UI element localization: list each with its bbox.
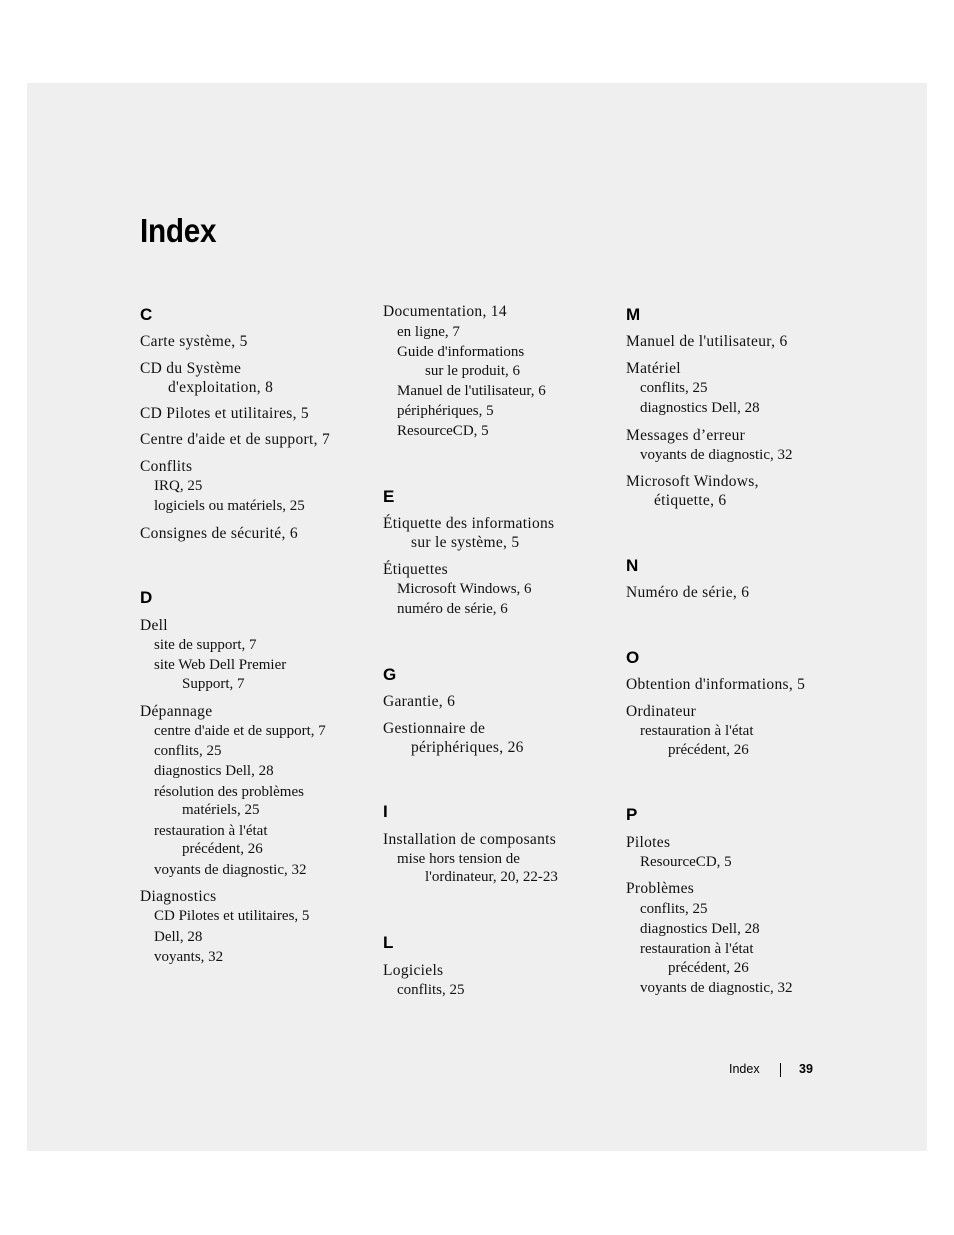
footer-separator (780, 1063, 781, 1077)
index-entry: Diagnostics (140, 888, 217, 905)
index-subentry: mise hors tension de (397, 851, 520, 867)
index-entry: Logiciels (383, 962, 444, 979)
section-letter-e: E (383, 487, 395, 506)
index-entry: Matériel (626, 360, 681, 377)
index-entry: Centre d'aide et de support, 7 (140, 431, 330, 448)
index-subentry: restauration à l'état (640, 723, 754, 739)
index-entry: Carte système, 5 (140, 333, 248, 350)
index-subentry: diagnostics Dell, 28 (154, 763, 274, 779)
index-subentry: voyants, 32 (154, 949, 224, 965)
index-subentry: conflits, 25 (640, 380, 708, 396)
index-subentry: ResourceCD, 5 (397, 423, 489, 439)
section-letter-i: I (383, 802, 388, 821)
section-letter-g: G (383, 665, 397, 684)
index-entry-continuation: sur le système, 5 (411, 534, 520, 551)
index-entry: Dépannage (140, 703, 213, 720)
section-letter-d: D (140, 588, 153, 607)
index-entry-continuation: d'exploitation, 8 (168, 379, 274, 396)
section-letter-n: N (626, 556, 639, 575)
index-subentry: Microsoft Windows, 6 (397, 581, 532, 597)
index-subentry: voyants de diagnostic, 32 (640, 447, 793, 463)
index-entry: Ordinateur (626, 703, 697, 720)
index-entry: Pilotes (626, 834, 671, 851)
index-subentry-continuation: précédent, 26 (668, 742, 749, 758)
index-subentry: site de support, 7 (154, 637, 257, 653)
page-title: Index (140, 212, 217, 249)
index-entry: Problèmes (626, 880, 695, 897)
index-entry: Numéro de série, 6 (626, 584, 750, 601)
index-subentry: CD Pilotes et utilitaires, 5 (154, 908, 310, 924)
index-entry: Messages d’erreur (626, 427, 746, 444)
index-subentry: résolution des problèmes (154, 784, 304, 800)
index-entry: CD Pilotes et utilitaires, 5 (140, 405, 309, 422)
index-entry-continuation: périphériques, 26 (411, 739, 524, 756)
footer-section-label: Index (729, 1062, 760, 1076)
index-entry: Consignes de sécurité, 6 (140, 525, 298, 542)
index-subentry: IRQ, 25 (154, 478, 203, 494)
index-subentry: numéro de série, 6 (397, 601, 508, 617)
section-letter-p: P (626, 805, 638, 824)
index-entry: Conflits (140, 458, 193, 475)
index-subentry: Manuel de l'utilisateur, 6 (397, 383, 546, 399)
index-subentry: ResourceCD, 5 (640, 854, 732, 870)
index-entry: Gestionnaire de (383, 720, 486, 737)
index-entry: Documentation, 14 (383, 303, 507, 320)
index-subentry: Guide d'informations (397, 344, 525, 360)
index-subentry: périphériques, 5 (397, 403, 494, 419)
index-subentry: conflits, 25 (397, 982, 465, 998)
section-letter-l: L (383, 933, 394, 952)
index-entry: Microsoft Windows, (626, 473, 759, 490)
index-entry: Obtention d'informations, 5 (626, 676, 806, 693)
index-subentry: voyants de diagnostic, 32 (154, 862, 307, 878)
index-subentry: diagnostics Dell, 28 (640, 400, 760, 416)
index-entry: Installation de composants (383, 831, 557, 848)
index-subentry: restauration à l'état (154, 823, 268, 839)
index-entry: Étiquette des informations (383, 515, 555, 532)
index-subentry: centre d'aide et de support, 7 (154, 723, 326, 739)
index-subentry: restauration à l'état (640, 941, 754, 957)
index-entry: Dell (140, 617, 168, 634)
section-letter-o: O (626, 648, 640, 667)
index-entry: Garantie, 6 (383, 693, 456, 710)
index-subentry-continuation: sur le produit, 6 (425, 363, 520, 379)
index-subentry: conflits, 25 (640, 901, 708, 917)
page-number: 39 (799, 1062, 813, 1076)
index-entry-continuation: étiquette, 6 (654, 492, 727, 509)
index-subentry: diagnostics Dell, 28 (640, 921, 760, 937)
index-subentry: voyants de diagnostic, 32 (640, 980, 793, 996)
index-subentry: Dell, 28 (154, 929, 203, 945)
section-letter-m: M (626, 305, 641, 324)
index-subentry-continuation: matériels, 25 (182, 802, 260, 818)
index-subentry-continuation: précédent, 26 (668, 960, 749, 976)
index-entry: CD du Système (140, 360, 242, 377)
section-letter-c: C (140, 305, 153, 324)
index-subentry-continuation: Support, 7 (182, 676, 245, 692)
index-entry: Manuel de l'utilisateur, 6 (626, 333, 788, 350)
index-subentry-continuation: précédent, 26 (182, 841, 263, 857)
index-subentry: en ligne, 7 (397, 324, 460, 340)
index-subentry: site Web Dell Premier (154, 657, 287, 673)
index-subentry: logiciels ou matériels, 25 (154, 498, 305, 514)
index-subentry-continuation: l'ordinateur, 20, 22-23 (425, 869, 558, 885)
index-entry: Étiquettes (383, 561, 448, 578)
index-subentry: conflits, 25 (154, 743, 222, 759)
